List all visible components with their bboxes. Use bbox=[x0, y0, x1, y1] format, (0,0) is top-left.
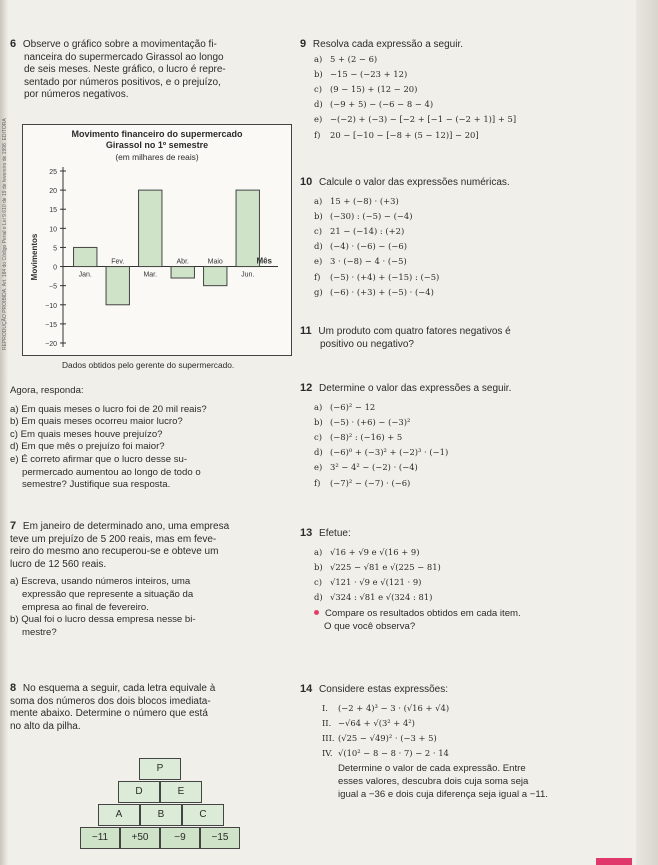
bar bbox=[236, 190, 259, 266]
q14-item-expression: (√25 − √49)² · (−3 + 5) bbox=[338, 733, 437, 743]
q7-intro bbox=[10, 520, 290, 571]
chart-plot bbox=[23, 163, 291, 363]
q14-item-expression: √(10² − 8 − 8 · 7) − 2 · 14 bbox=[338, 748, 449, 759]
pyramid-cell-d: D bbox=[118, 781, 160, 803]
q13-compare-text: Compare os resultados obtidos em cada item. bbox=[325, 608, 521, 620]
q14-list bbox=[300, 701, 630, 762]
q10-item-label: d) bbox=[314, 241, 323, 252]
y-tick-label: 15 bbox=[49, 207, 57, 215]
q14-intro bbox=[300, 683, 630, 697]
q6-number: 6 bbox=[10, 38, 17, 50]
q10-item-label: e) bbox=[314, 256, 323, 267]
q14-item-expression: (−2 + 4)³ − 3 · (√16 + √4) bbox=[338, 702, 450, 713]
q13-intro bbox=[300, 527, 630, 541]
q10-item-expression: (−4) · (−6) − (−6) bbox=[330, 241, 407, 252]
q12-intro-text: Determine o valor das expressões a seguir. bbox=[319, 383, 512, 394]
bullet-icon bbox=[314, 610, 319, 615]
y-tick-label: −5 bbox=[49, 283, 57, 291]
q14-item bbox=[322, 701, 630, 716]
q12-item-label: e) bbox=[314, 462, 323, 473]
q7-number: 7 bbox=[10, 520, 17, 532]
category-label: Maio bbox=[207, 258, 223, 266]
q6-item-e-cont: semestre? Justifique sua resposta. bbox=[22, 479, 171, 491]
copyright-side-caption: REPRODUÇÃO PROIBIDA. Art. 184 do Código Penal e Lei 9.610 de 19 de fevereiro de 1998. EDITORA bbox=[2, 118, 8, 350]
q12-item bbox=[314, 460, 630, 475]
q14-item bbox=[322, 731, 630, 746]
q14-intro-text: Considere estas expressões: bbox=[319, 684, 448, 695]
pyramid-cell-p: P bbox=[139, 758, 181, 780]
q9-item bbox=[314, 112, 630, 127]
q12-list bbox=[300, 400, 630, 491]
category-label: Jan. bbox=[78, 271, 92, 279]
q12-item-label: c) bbox=[314, 432, 322, 442]
q12-item-expression: (−8)² : (−16) + 5 bbox=[330, 432, 403, 442]
q13-item-expression: √121 · √9 e √(121 · 9) bbox=[330, 577, 422, 587]
q6-intro-line: Observe o gráfico sobre a movimentação fi- bbox=[22, 39, 217, 50]
q14-number: 14 bbox=[300, 683, 313, 695]
q10-item-label: a) bbox=[314, 195, 323, 206]
bar bbox=[139, 190, 162, 266]
q10-intro bbox=[300, 176, 630, 190]
q10-number: 10 bbox=[300, 176, 313, 188]
q10-list bbox=[300, 194, 630, 300]
q10-item bbox=[314, 285, 630, 300]
y-tick-label: 0 bbox=[53, 264, 57, 272]
q6-intro bbox=[10, 38, 290, 102]
q13-item-expression: √16 + √9 e √(16 + 9) bbox=[330, 546, 420, 557]
q12-block bbox=[300, 382, 630, 491]
q13-observe: O que você observa? bbox=[324, 621, 416, 632]
q12-item bbox=[314, 430, 630, 445]
q13-item-label: c) bbox=[314, 577, 322, 587]
q13-block bbox=[300, 527, 630, 634]
q11-text bbox=[300, 325, 630, 351]
q9-item bbox=[314, 52, 630, 67]
q10-item bbox=[314, 194, 630, 209]
q7-intro-line: reiro do mesmo ano recuperou-se e obteve um bbox=[10, 546, 219, 558]
q10-item-expression: (−5) · (+4) + (−15) : (−5) bbox=[330, 271, 440, 282]
y-tick-label: 10 bbox=[49, 226, 57, 234]
q6-item-c: c) Em quais meses houve prejuízo? bbox=[10, 428, 163, 440]
q6-intro-line: sentado por números positivos, e o prejuízo, bbox=[24, 76, 221, 88]
q11-number: 11 bbox=[300, 325, 312, 337]
q9-item-expression: 5 + (2 − 6) bbox=[330, 53, 378, 64]
pyramid-cell-a: A bbox=[98, 804, 140, 826]
q14-final bbox=[300, 763, 630, 801]
pyramid-cell-c: C bbox=[182, 804, 224, 826]
q14-item bbox=[322, 746, 630, 761]
q12-item bbox=[314, 400, 630, 415]
pyramid-base-cell: −9 bbox=[160, 827, 200, 849]
q10-item-label: b) bbox=[314, 210, 323, 221]
financial-chart bbox=[22, 124, 292, 356]
q12-item bbox=[314, 445, 630, 460]
chart-source: Dados obtidos pelo gerente do supermercado. bbox=[62, 360, 235, 370]
q10-item bbox=[314, 270, 630, 285]
q12-item-expression: 3² − 4² − (−2) · (−4) bbox=[330, 462, 418, 473]
chart-title-2: Girassol no 1º semestre bbox=[105, 140, 209, 150]
q10-item-expression: 21 − (−14) : (+2) bbox=[330, 226, 405, 236]
q8-number: 8 bbox=[10, 682, 17, 694]
q7-item-b-cont: mestre? bbox=[22, 626, 57, 638]
q14-item-label: III. bbox=[322, 733, 335, 743]
q14-final-line: esses valores, descubra dois cuja soma seja bbox=[338, 776, 529, 787]
q7-block bbox=[10, 520, 290, 639]
q12-intro bbox=[300, 382, 630, 396]
q13-item bbox=[314, 590, 630, 605]
q7-item-a-cont: expressão que represente a situação da bbox=[22, 588, 194, 600]
q9-item-label: d) bbox=[314, 99, 323, 110]
q12-item-expression: (−7)² − (−7) · (−6) bbox=[330, 477, 411, 488]
q10-item bbox=[314, 254, 630, 269]
pyramid-base-cell: −15 bbox=[200, 827, 240, 849]
q13-item bbox=[314, 575, 630, 590]
q12-item-label: a) bbox=[314, 401, 323, 412]
q9-item bbox=[314, 97, 630, 112]
bar bbox=[106, 267, 129, 305]
y-axis-label: Movimentos bbox=[30, 233, 39, 281]
q13-number: 13 bbox=[300, 527, 313, 539]
q7-intro-line: lucro de 12 560 reais. bbox=[10, 558, 107, 570]
y-tick-label: −10 bbox=[45, 302, 57, 310]
q9-item-expression: (−9 + 5) − (−6 − 8 − 4) bbox=[330, 99, 434, 110]
q13-item-expression: √225 − √81 e √(225 − 81) bbox=[330, 561, 441, 572]
q10-item-label: f) bbox=[314, 271, 321, 282]
q9-intro-text: Resolva cada expressão a seguir. bbox=[312, 39, 463, 50]
q10-item-expression: 3 · (−8) − 4 · (−5) bbox=[330, 256, 407, 267]
q14-item bbox=[322, 716, 630, 731]
q10-item-expression: 15 + (−8) · (+3) bbox=[330, 195, 399, 206]
q10-item-expression: (−30) : (−5) − (−4) bbox=[330, 210, 413, 221]
q7-intro-line: teve um prejuízo de 5 200 reais, mas em feve- bbox=[10, 533, 217, 545]
q13-item-label: a) bbox=[314, 546, 323, 557]
q12-item-expression: (−6)⁰ + (−3)² + (−2)³ · (−1) bbox=[330, 447, 449, 458]
q14-final-line: Determine o valor de cada expressão. Entre bbox=[338, 763, 526, 775]
chart-title: Movimento financeiro do supermercado bbox=[71, 129, 243, 139]
q13-item-label: b) bbox=[314, 561, 323, 572]
q6-item-a: a) Em quais meses o lucro foi de 20 mil reais? bbox=[10, 403, 207, 415]
q10-item-label: c) bbox=[314, 226, 322, 236]
q6-item-d: d) Em que mês o prejuízo foi maior? bbox=[10, 441, 165, 453]
x-axis-label: Mês bbox=[256, 256, 272, 266]
q10-item bbox=[314, 209, 630, 224]
q9-number: 9 bbox=[300, 38, 307, 50]
q8-block bbox=[10, 682, 290, 733]
category-label: Abr. bbox=[176, 258, 189, 266]
q8-intro-line: No esquema a seguir, cada letra equivale à bbox=[22, 683, 216, 694]
q14-item-label: I. bbox=[322, 702, 328, 713]
q8-intro-line: no alto da pilha. bbox=[10, 720, 81, 732]
q11-line: Um produto com quatro fatores negativos é bbox=[318, 326, 511, 337]
bar bbox=[74, 247, 97, 266]
pyramid-base-cell: +50 bbox=[120, 827, 160, 849]
q9-item-expression: −15 − (−23 + 12) bbox=[330, 68, 408, 79]
q9-item-label: b) bbox=[314, 68, 323, 79]
y-tick-label: 25 bbox=[49, 169, 57, 176]
left-column bbox=[10, 38, 290, 102]
q8-intro bbox=[10, 682, 290, 733]
q12-item bbox=[314, 476, 630, 491]
q11-block bbox=[300, 325, 630, 351]
q12-item-label: f) bbox=[314, 477, 321, 488]
q12-item bbox=[314, 415, 630, 430]
q9-item-expression: −(−2) + (−3) − [−2 + [−1 − (−2 + 1)] + 5] bbox=[330, 114, 517, 125]
q10-item-label: g) bbox=[314, 286, 323, 297]
q14-final-line: igual a −36 e dois cuja diferença seja igual a −11. bbox=[338, 788, 548, 800]
q9-item-label: a) bbox=[314, 53, 323, 64]
q6-item-e: e) É correto afirmar que o lucro desse su- bbox=[10, 453, 188, 465]
q9-item-label: f) bbox=[314, 129, 321, 140]
bar bbox=[171, 267, 194, 278]
q14-item-label: II. bbox=[322, 717, 332, 728]
q12-item-expression: (−6)² − 12 bbox=[330, 401, 376, 412]
q13-item bbox=[314, 560, 630, 575]
pyramid-cell-b: B bbox=[140, 804, 182, 826]
y-tick-label: −15 bbox=[45, 321, 57, 329]
pyramid-base-cell: −11 bbox=[80, 827, 120, 849]
q6-now-answer: Agora, responda: bbox=[10, 385, 84, 396]
q12-item-label: d) bbox=[314, 447, 323, 458]
q6-intro-line: por números negativos. bbox=[24, 89, 129, 101]
q10-item bbox=[314, 239, 630, 254]
page-corner-tab bbox=[596, 858, 632, 865]
q13-item-label: d) bbox=[314, 592, 323, 603]
q6-intro-line: nanceira do supermercado Girassol ao longo bbox=[24, 51, 224, 63]
q9-intro bbox=[300, 38, 630, 52]
q14-block bbox=[300, 683, 630, 801]
q6-item-b: b) Em quais meses ocorreu maior lucro? bbox=[10, 416, 183, 428]
q13-list bbox=[300, 545, 630, 606]
q9-item bbox=[314, 128, 630, 143]
q7-item-b: b) Qual foi o lucro dessa empresa nesse bi- bbox=[10, 614, 196, 626]
q7-intro-line: Em janeiro de determinado ano, uma empresa bbox=[22, 521, 230, 532]
category-label: Fev. bbox=[111, 258, 125, 266]
q6-questions bbox=[10, 385, 290, 492]
q9-item-label: e) bbox=[314, 114, 323, 125]
q9-item bbox=[314, 67, 630, 82]
q6-intro-line: de seis meses. Neste gráfico, o lucro é repre- bbox=[24, 64, 226, 76]
q7-item-a-cont: empresa ao final de fevereiro. bbox=[22, 601, 149, 613]
q14-item-label: IV. bbox=[322, 748, 333, 759]
q11-line: positivo ou negativo? bbox=[320, 338, 414, 350]
bar bbox=[204, 267, 227, 286]
q13-item-expression: √324 : √81 e √(324 : 81) bbox=[330, 592, 433, 603]
y-tick-label: 20 bbox=[49, 188, 57, 196]
q9-block bbox=[300, 38, 630, 143]
q12-item-label: b) bbox=[314, 416, 323, 427]
q8-intro-line: soma dos números dos dois blocos imediata- bbox=[10, 695, 211, 707]
q6-item-e-cont: permercado aumentou ao longo de todo o bbox=[22, 466, 201, 478]
page-edge-shadow bbox=[636, 0, 658, 865]
q9-item-expression: (9 − 15) + (12 − 20) bbox=[330, 84, 418, 94]
y-tick-label: 5 bbox=[53, 245, 57, 253]
q14-item-expression: −√64 + √(3² + 4²) bbox=[338, 717, 415, 728]
q9-list bbox=[300, 52, 630, 143]
q10-intro-text: Calcule o valor das expressões numéricas. bbox=[319, 177, 510, 188]
q10-item-expression: (−6) · (+3) + (−5) · (−4) bbox=[330, 286, 434, 297]
q13-intro-text: Efetue: bbox=[319, 528, 351, 539]
q9-item-expression: 20 − [−10 − [−8 + (5 − 12)] − 20] bbox=[330, 129, 479, 140]
q9-item bbox=[314, 82, 630, 97]
q13-item bbox=[314, 545, 630, 560]
q12-number: 12 bbox=[300, 382, 313, 394]
q10-block bbox=[300, 176, 630, 300]
category-label: Jun. bbox=[241, 271, 255, 279]
q8-intro-line: mente abaixo. Determine o número que está bbox=[10, 708, 208, 720]
q10-item bbox=[314, 224, 630, 239]
category-label: Mar. bbox=[143, 271, 158, 279]
q13-compare bbox=[300, 608, 630, 621]
y-tick-label: −20 bbox=[45, 341, 57, 348]
q12-item-expression: (−5) · (+6) − (−3)² bbox=[330, 416, 411, 427]
block-pyramid bbox=[80, 748, 250, 858]
chart-subtitle: (em milhares de reais) bbox=[115, 152, 199, 162]
pyramid-cell-e: E bbox=[160, 781, 202, 803]
q9-item-label: c) bbox=[314, 84, 322, 94]
q7-item-a: a) Escreva, usando números inteiros, uma bbox=[10, 576, 191, 588]
